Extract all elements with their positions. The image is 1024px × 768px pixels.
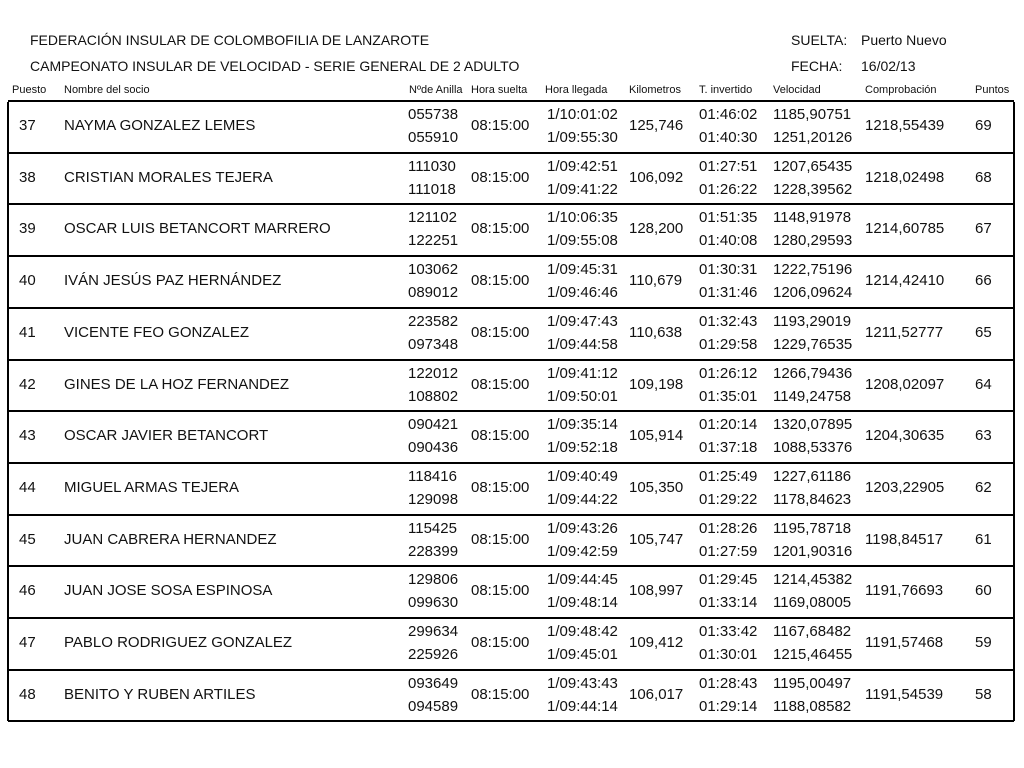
speed-2: 1178,84623: [773, 490, 852, 508]
speed-2: 1149,24758: [773, 387, 852, 405]
points-cell: 62: [975, 478, 992, 496]
table-row: [10, 464, 1012, 514]
arrival-time-1: 1/09:47:43: [547, 312, 618, 330]
time-taken-2: 01:37:18: [699, 439, 758, 457]
ring-number-2: 225926: [408, 646, 459, 663]
member-name-cell: IVÁN JESÚS PAZ HERNÁNDEZ: [64, 272, 282, 290]
speed-2: 1206,09624: [773, 284, 853, 302]
ring-number-2: 055910: [408, 129, 459, 146]
ring-number-2: 094589: [408, 697, 459, 715]
table-row: [10, 102, 1012, 152]
check-value-cell: 1208,02097: [865, 375, 945, 393]
ring-number-1: 055738: [408, 106, 459, 123]
position-cell: 48: [19, 685, 36, 703]
col-release: Hora suelta: [471, 84, 528, 96]
time-taken-1: 01:33:42: [699, 623, 758, 640]
points-cell: 65: [975, 323, 992, 341]
member-name-cell: PABLO RODRIGUEZ GONZALEZ: [64, 634, 293, 651]
time-taken-2: 01:33:14: [699, 594, 758, 612]
col-arrival: Hora llegada: [545, 84, 608, 96]
table-row: [10, 361, 1012, 411]
ring-number-2: 108802: [408, 387, 459, 405]
speed-1: 1227,61186: [773, 467, 852, 485]
speed-1: 1222,75196: [773, 261, 853, 279]
position-cell: 46: [19, 582, 36, 600]
speed-2: 1201,90316: [773, 542, 853, 560]
arrival-time-1: 1/09:48:42: [547, 623, 618, 640]
arrival-time-1: 1/09:43:43: [547, 674, 618, 692]
release-time-cell: 08:15:00: [471, 530, 530, 548]
ring-number-1: 115425: [408, 519, 457, 537]
col-km: Kilometros: [629, 84, 681, 96]
championship-title: CAMPEONATO INSULAR DE VELOCIDAD - SERIE GENERAL DE 2 ADULTO: [30, 58, 520, 74]
release-time-cell: 08:15:00: [471, 323, 530, 341]
time-taken-2: 01:35:01: [699, 387, 758, 405]
speed-2: 1251,20126: [773, 129, 853, 146]
table-row: [10, 257, 1012, 307]
member-name-cell: NAYMA GONZALEZ LEMES: [64, 117, 256, 134]
ring-number-2: 111018: [408, 180, 456, 198]
col-member: Nombre del socio: [64, 84, 150, 96]
arrival-time-1: 1/09:43:26: [547, 519, 618, 537]
release-time-cell: 08:15:00: [471, 272, 530, 290]
check-value-cell: 1211,52777: [865, 323, 944, 341]
time-taken-2: 01:31:46: [699, 284, 758, 302]
arrival-time-1: 1/10:01:02: [547, 106, 618, 123]
ring-number-1: 103062: [408, 261, 459, 279]
time-taken-1: 01:27:51: [699, 157, 758, 175]
kilometers-cell: 105,914: [629, 427, 684, 445]
release-time-cell: 08:15:00: [471, 685, 530, 703]
table-row: [10, 309, 1012, 359]
speed-1: 1214,45382: [773, 571, 853, 589]
speed-2: 1228,39562: [773, 180, 853, 198]
release-time-cell: 08:15:00: [471, 634, 530, 651]
points-cell: 63: [975, 427, 992, 445]
kilometers-cell: 108,997: [629, 582, 684, 600]
member-name-cell: MIGUEL ARMAS TEJERA: [64, 478, 240, 496]
ring-number-1: 129806: [408, 571, 459, 589]
kilometers-cell: 105,747: [629, 530, 684, 548]
ring-number-1: 093649: [408, 674, 459, 692]
kilometers-cell: 110,638: [629, 323, 683, 341]
release-time-cell: 08:15:00: [471, 117, 530, 134]
points-cell: 67: [975, 220, 992, 238]
time-taken-1: 01:28:26: [699, 519, 758, 537]
position-cell: 45: [19, 530, 36, 548]
speed-2: 1188,08582: [773, 697, 852, 715]
ring-number-2: 122251: [408, 232, 459, 250]
speed-1: 1193,29019: [773, 312, 852, 330]
position-cell: 41: [19, 323, 36, 341]
kilometers-cell: 109,412: [629, 634, 684, 651]
speed-2: 1169,08005: [773, 594, 852, 612]
time-taken-1: 01:20:14: [699, 416, 758, 434]
arrival-time-2: 1/09:42:59: [547, 542, 618, 560]
table-row: [10, 516, 1012, 566]
time-taken-1: 01:51:35: [699, 209, 758, 227]
points-cell: 66: [975, 272, 992, 290]
date-label: FECHA:: [791, 58, 843, 74]
ring-number-1: 118416: [408, 467, 457, 485]
release-value: Puerto Nuevo: [861, 32, 947, 48]
member-name-cell: GINES DE LA HOZ FERNANDEZ: [64, 375, 290, 393]
points-cell: 64: [975, 375, 992, 393]
points-cell: 61: [975, 530, 992, 548]
row-divider: [8, 720, 1014, 722]
release-time-cell: 08:15:00: [471, 427, 530, 445]
ring-number-1: 111030: [408, 157, 456, 175]
speed-1: 1320,07895: [773, 416, 853, 434]
time-taken-1: 01:46:02: [699, 106, 758, 123]
check-value-cell: 1191,57468: [865, 634, 944, 651]
time-taken-1: 01:30:31: [699, 261, 758, 279]
ring-number-1: 090421: [408, 416, 459, 434]
member-name-cell: OSCAR LUIS BETANCORT MARRERO: [64, 220, 331, 238]
time-taken-1: 01:28:43: [699, 674, 758, 692]
ring-number-2: 228399: [408, 542, 459, 560]
ring-number-1: 223582: [408, 312, 459, 330]
table-row: [10, 205, 1012, 255]
table-row: [10, 619, 1012, 669]
arrival-time-2: 1/09:55:08: [547, 232, 618, 250]
speed-2: 1280,29593: [773, 232, 853, 250]
check-value-cell: 1198,84517: [865, 530, 944, 548]
time-taken-2: 01:29:14: [699, 697, 758, 715]
arrival-time-1: 1/10:06:35: [547, 209, 618, 227]
time-taken-2: 01:30:01: [699, 646, 758, 663]
check-value-cell: 1214,42410: [865, 272, 945, 290]
member-name-cell: JUAN CABRERA HERNANDEZ: [64, 530, 277, 548]
speed-1: 1207,65435: [773, 157, 853, 175]
points-cell: 59: [975, 634, 992, 651]
position-cell: 38: [19, 168, 36, 186]
release-time-cell: 08:15:00: [471, 582, 530, 600]
arrival-time-2: 1/09:46:46: [547, 284, 618, 302]
arrival-time-1: 1/09:45:31: [547, 261, 618, 279]
ring-number-1: 299634: [408, 623, 459, 640]
ring-number-2: 099630: [408, 594, 459, 612]
member-name-cell: CRISTIAN MORALES TEJERA: [64, 168, 273, 186]
check-value-cell: 1218,55439: [865, 117, 945, 134]
date-value: 16/02/13: [861, 58, 916, 74]
check-value-cell: 1214,60785: [865, 220, 945, 238]
points-cell: 69: [975, 117, 992, 134]
arrival-time-2: 1/09:44:58: [547, 335, 618, 353]
time-taken-1: 01:32:43: [699, 312, 758, 330]
time-taken-2: 01:27:59: [699, 542, 758, 560]
time-taken-2: 01:29:58: [699, 335, 758, 353]
member-name-cell: OSCAR JAVIER BETANCORT: [64, 427, 269, 445]
points-cell: 60: [975, 582, 992, 600]
arrival-time-2: 1/09:44:22: [547, 490, 618, 508]
position-cell: 44: [19, 478, 36, 496]
table-row: [10, 567, 1012, 617]
check-value-cell: 1203,22905: [865, 478, 945, 496]
kilometers-cell: 106,092: [629, 168, 684, 186]
arrival-time-2: 1/09:55:30: [547, 129, 618, 146]
ring-number-2: 129098: [408, 490, 459, 508]
table-row: [10, 154, 1012, 204]
col-position: Puesto: [12, 84, 47, 96]
points-cell: 58: [975, 685, 992, 703]
time-taken-2: 01:26:22: [699, 180, 758, 198]
arrival-time-2: 1/09:45:01: [547, 646, 618, 663]
arrival-time-2: 1/09:41:22: [547, 180, 618, 198]
table-row: [10, 412, 1012, 462]
kilometers-cell: 106,017: [629, 685, 684, 703]
release-time-cell: 08:15:00: [471, 375, 530, 393]
speed-1: 1167,68482: [773, 623, 852, 640]
release-time-cell: 08:15:00: [471, 220, 530, 238]
speed-1: 1148,91978: [773, 209, 852, 227]
speed-2: 1088,53376: [773, 439, 853, 457]
arrival-time-2: 1/09:50:01: [547, 387, 618, 405]
speed-1: 1195,78718: [773, 519, 852, 537]
speed-1: 1266,79436: [773, 364, 853, 382]
col-ring: Nºde Anilla: [409, 84, 463, 96]
kilometers-cell: 109,198: [629, 375, 684, 393]
kilometers-cell: 110,679: [629, 272, 683, 290]
ring-number-1: 122012: [408, 364, 459, 382]
position-cell: 39: [19, 220, 36, 238]
position-cell: 37: [19, 117, 36, 134]
kilometers-cell: 125,746: [629, 117, 684, 134]
check-value-cell: 1218,02498: [865, 168, 945, 186]
time-taken-2: 01:40:30: [699, 129, 758, 146]
release-time-cell: 08:15:00: [471, 168, 530, 186]
arrival-time-2: 1/09:48:14: [547, 594, 618, 612]
arrival-time-1: 1/09:41:12: [547, 364, 618, 382]
member-name-cell: BENITO Y RUBEN ARTILES: [64, 685, 256, 703]
release-label: SUELTA:: [791, 32, 848, 48]
speed-2: 1229,76535: [773, 335, 853, 353]
speed-2: 1215,46455: [773, 646, 853, 663]
arrival-time-2: 1/09:52:18: [547, 439, 618, 457]
time-taken-2: 01:29:22: [699, 490, 758, 508]
member-name-cell: VICENTE FEO GONZALEZ: [64, 323, 250, 341]
speed-1: 1195,00497: [773, 674, 852, 692]
table-row: [10, 671, 1012, 721]
col-check: Comprobación: [865, 84, 937, 96]
arrival-time-2: 1/09:44:14: [547, 697, 618, 715]
position-cell: 43: [19, 427, 36, 445]
ring-number-2: 097348: [408, 335, 459, 353]
kilometers-cell: 105,350: [629, 478, 684, 496]
ring-number-2: 090436: [408, 439, 459, 457]
release-time-cell: 08:15:00: [471, 478, 530, 496]
arrival-time-1: 1/09:44:45: [547, 571, 618, 589]
ring-number-1: 121102: [408, 209, 457, 227]
arrival-time-1: 1/09:42:51: [547, 157, 618, 175]
member-name-cell: JUAN JOSE SOSA ESPINOSA: [64, 582, 273, 600]
time-taken-2: 01:40:08: [699, 232, 758, 250]
time-taken-1: 01:25:49: [699, 467, 758, 485]
check-value-cell: 1191,76693: [865, 582, 944, 600]
position-cell: 47: [19, 634, 36, 651]
ring-number-2: 089012: [408, 284, 459, 302]
col-speed: Velocidad: [773, 84, 821, 96]
federation-title: FEDERACIÓN INSULAR DE COLOMBOFILIA DE LANZAROTE: [30, 32, 430, 48]
kilometers-cell: 128,200: [629, 220, 684, 238]
arrival-time-1: 1/09:35:14: [547, 416, 618, 434]
col-points: Puntos: [975, 84, 1010, 96]
check-value-cell: 1191,54539: [865, 685, 944, 703]
col-time-taken: T. invertido: [699, 84, 753, 96]
position-cell: 42: [19, 375, 36, 393]
time-taken-1: 01:29:45: [699, 571, 758, 589]
speed-1: 1185,90751: [773, 106, 852, 123]
time-taken-1: 01:26:12: [699, 364, 758, 382]
arrival-time-1: 1/09:40:49: [547, 467, 618, 485]
check-value-cell: 1204,30635: [865, 427, 945, 445]
position-cell: 40: [19, 272, 36, 290]
points-cell: 68: [975, 168, 992, 186]
